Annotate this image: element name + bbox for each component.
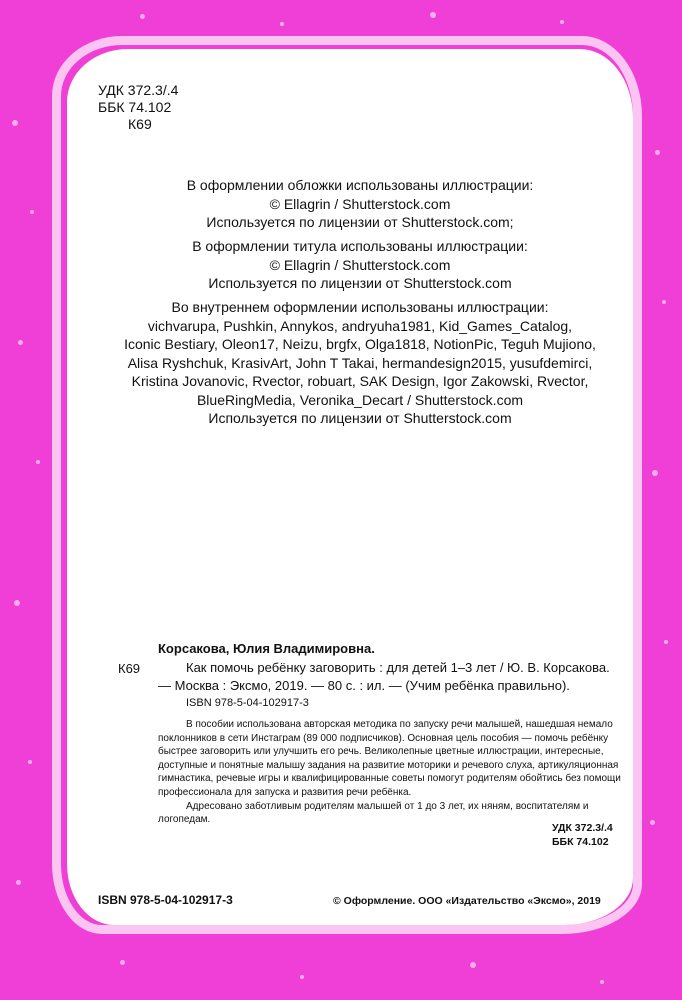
decor-dot <box>300 975 304 979</box>
credit-line: Во внутреннем оформлении использованы иллюстрации: <box>171 299 549 315</box>
decor-dot <box>140 14 145 19</box>
decor-dot <box>36 460 40 464</box>
credit-line: В оформлении обложки использованы иллюстрации: <box>186 177 534 193</box>
bbk-code: ББК 74.102 <box>98 99 172 115</box>
decor-dot <box>430 12 436 18</box>
title-credits <box>100 237 620 293</box>
credit-line: Kristina Jovanovic, Rvector, robuart, SAK Design, Igor Zakowski, Rvector, <box>131 373 589 389</box>
credit-line: © Ellagrin / Shutterstock.com <box>269 256 451 273</box>
decor-dot <box>280 22 284 26</box>
credit-line: Используется по лицензии от Shutterstock.com; <box>206 214 514 230</box>
credit-line: Alisa Ryshchuk, KrasivArt, John T Takai, hermandesign2015, yusufdemirci, <box>127 354 593 371</box>
bib-description <box>158 659 628 695</box>
bib-author: Корсакова, Юлия Владимировна. <box>158 641 375 656</box>
bib-isbn: ISBN 978-5-04-102917-3 <box>186 697 309 709</box>
credit-line: © Ellagrin / Shutterstock.com <box>269 195 451 212</box>
udk-code: УДК 372.3/.4 <box>98 82 179 98</box>
decor-dot <box>652 470 658 476</box>
decor-dot <box>120 960 125 965</box>
credit-line: Iconic Bestiary, Oleon17, Neizu, brgfx, Olga1818, NotionPic, Teguh Mujiono, <box>124 336 596 352</box>
bib-title-line: Как помочь ребёнку заговорить : для детей 1–3 лет / Ю. В. Корсакова. <box>186 660 610 675</box>
decor-dot <box>600 980 604 984</box>
bib-publisher-line: — Москва : Эксмо, 2019. — 80 с. : ил. — (Учим ребёнка правильно). <box>158 678 570 693</box>
decor-dot <box>655 150 660 155</box>
decor-dot <box>12 120 18 126</box>
bib-mark: К69 <box>118 661 141 676</box>
footer-isbn: ISBN 978-5-04-102917-3 <box>98 893 233 907</box>
decor-dot <box>14 600 20 606</box>
decor-dot <box>560 20 564 24</box>
credit-line: Используется по лицензии от Shutterstock.com <box>208 275 512 291</box>
credit-line: В оформлении титула использованы иллюстрации: <box>192 238 528 254</box>
author-mark: К69 <box>128 116 152 132</box>
abstract-paragraph: В пособии использована авторская методика по запуску речи малышей, нашедшая немало поклонников в сети Инстаграм (89 000 подписчиков). Основная цель пособия — помочь ребёнку быстрее заговорить или улучшить его речь. Великолепные цветные иллюстрации, интересные, доступные и понятные малышу задания на развитие моторики и речевого слуха, артикуляционная гимнастика, речевые игры и квалифицированные советы помогут родителям обойтись без помощи профессионала для запуска и развития речи ребёнка. <box>158 719 621 798</box>
decor-dot <box>30 210 34 214</box>
credit-line: Используется по лицензии от Shutterstock.com <box>208 410 512 426</box>
abstract-paragraph: Адресовано заботливым родителям малышей от 1 до 3 лет, их няням, воспитателям и логопедам. <box>158 800 589 826</box>
credit-line: vichvarupa, Pushkin, Annykos, andryuha1981, Kid_Games_Catalog, <box>147 317 573 334</box>
credit-line: BlueRingMedia, Veronika_Decart / Shutterstock.com <box>196 391 524 408</box>
decor-dot <box>664 640 668 644</box>
abstract <box>158 718 626 827</box>
cover-credits <box>100 176 620 232</box>
interior-credits <box>100 298 620 428</box>
decor-dot <box>650 820 655 825</box>
footer-udk: УДК 372.3/.4 <box>552 822 613 834</box>
classification-block <box>98 82 178 133</box>
footer-copyright: © Оформление. ООО «Издательство «Эксмо», 2019 <box>333 895 601 907</box>
footer-bbk: ББК 74.102 <box>552 835 609 848</box>
decor-dot <box>470 962 476 968</box>
decor-dot <box>662 300 666 304</box>
footer-classification <box>552 822 613 849</box>
decor-dot <box>28 760 32 764</box>
decor-dot <box>18 340 23 345</box>
decor-dot <box>16 880 21 885</box>
